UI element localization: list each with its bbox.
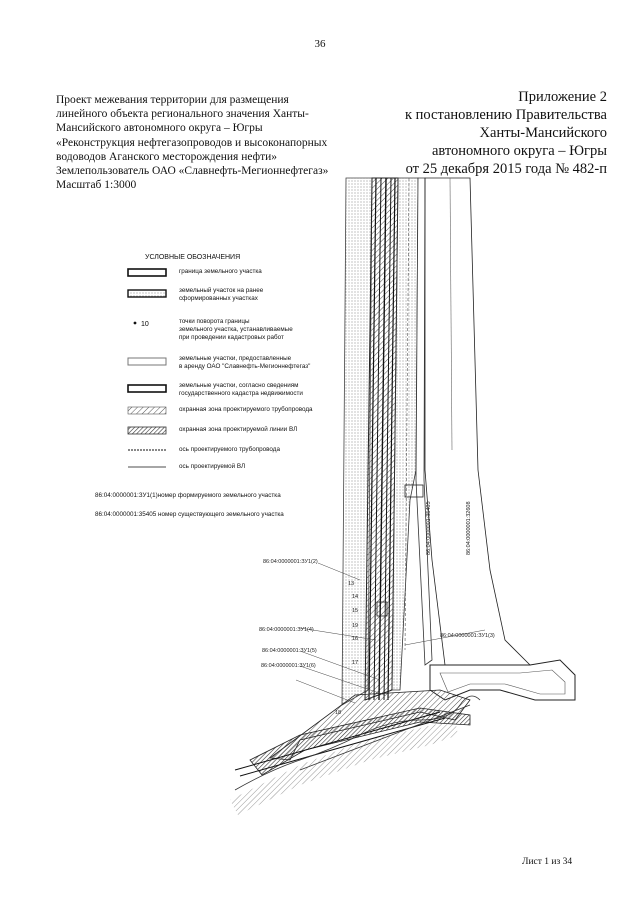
project-line: водоводов Аганского месторождения нефти» [56,150,278,163]
appendix-line: к постановлению Правительства [405,107,607,123]
map-parcel-label: 86:04:0000001:ЗУ1(6) [261,663,316,669]
road-strip [416,178,432,665]
legend-number-example: 86:04:0000001:35405 номер существующего земельного участка [95,511,284,518]
appendix-line: автономного округа – Югры [431,143,607,159]
map-point-number: 19 [352,623,359,629]
project-line: Землепользователь ОАО «Славнефть-Мегионнефтегаз» [56,165,329,178]
legend-text: ось проектируемой ВЛ [179,463,246,470]
legend-text: государственного кадастра недвижимости [179,390,303,397]
parcel-border-icon [127,268,167,278]
powerline-zone-icon [127,426,167,436]
map-point-number: 13 [348,581,355,587]
turn-point-icon [127,318,167,330]
legend-text: ось проектируемого трубопровода [179,446,280,453]
legend-text: в аренду ОАО "Славнефть-Мегионнефтегаз" [179,363,311,370]
legend-text: охранная зона проектируемой линии ВЛ [179,426,298,433]
leased-parcel-icon [127,357,167,367]
legend-text: земельный участок на ранее [179,287,264,294]
parcel-outline [425,178,530,665]
map-parcel-label: 86:04:0000001:ЗУ1(2) [263,559,318,565]
pipeline-axis-icon [127,446,167,456]
powerline-axis-icon [127,463,167,473]
legend-number-example: 86:04:0000001:ЗУ1(1)номер формируемого земельного участка [95,492,281,499]
legend-text: при проведении кадастровых работ [179,334,284,341]
project-line: линейного объекта регионального значения Ханты- [56,108,309,121]
map-parcel-label: 86:04:0000001:32608 [466,501,472,555]
legend-text: земельные участки, предоставленные [179,355,292,362]
legend-item [95,355,365,381]
cadastre-parcel-icon [127,384,167,394]
pipeline-zone-icon [127,406,167,416]
legend-item [95,318,365,344]
legend-title: УСЛОВНЫЕ ОБОЗНАЧЕНИЯ [145,254,241,261]
scale-line: Масштаб 1:3000 [56,179,137,192]
legend-text: земельного участка, устанавливаемые [179,326,293,333]
map-point-number: 18 [335,710,342,716]
legend-text: граница земельного участка [179,268,262,275]
legend-item [95,382,365,408]
legend-text: земельные участки, согласно сведениям [179,382,299,389]
project-line: «Реконструкция нефтегазопроводов и высоконапорных [56,136,328,149]
map-parcel-label: 86:04:0000001:ЗУ1(5) [262,648,317,654]
map-point-number: 14 [352,594,359,600]
sheet-label: Лист 1 из 34 [522,857,573,867]
project-line: Проект межевания территории для размещения [56,94,289,106]
turn-point-number: 10 [141,321,149,328]
map-parcel-label: 86:04:0000001:35405 [426,501,432,555]
map-point-number: 17 [352,660,359,666]
prior-parcel-icon [127,289,167,299]
legend-item [95,287,365,313]
appendix-line: Приложение 2 [518,89,607,105]
map-point-number: 16 [352,636,359,642]
appendix-line: от 25 декабря 2015 года № 482-п [405,161,607,177]
legend-item [95,463,365,489]
map-parcel-label: 86:04:0000001:ЗУ1(3) [440,633,495,639]
legend-text: охранная зона проектируемого трубопровода [179,406,313,413]
legend-text: точки поворота границы [179,318,250,325]
page-number: 36 [314,38,326,50]
appendix-line: Ханты-Мансийского [479,125,607,141]
map-point-number: 15 [352,608,359,614]
map-parcel-label: 86:04:0000001:ЗУ1(4) [259,627,314,633]
project-line: Мансийского автономного округа – Югры [56,122,263,135]
legend-text: сформированных участках [179,295,258,302]
